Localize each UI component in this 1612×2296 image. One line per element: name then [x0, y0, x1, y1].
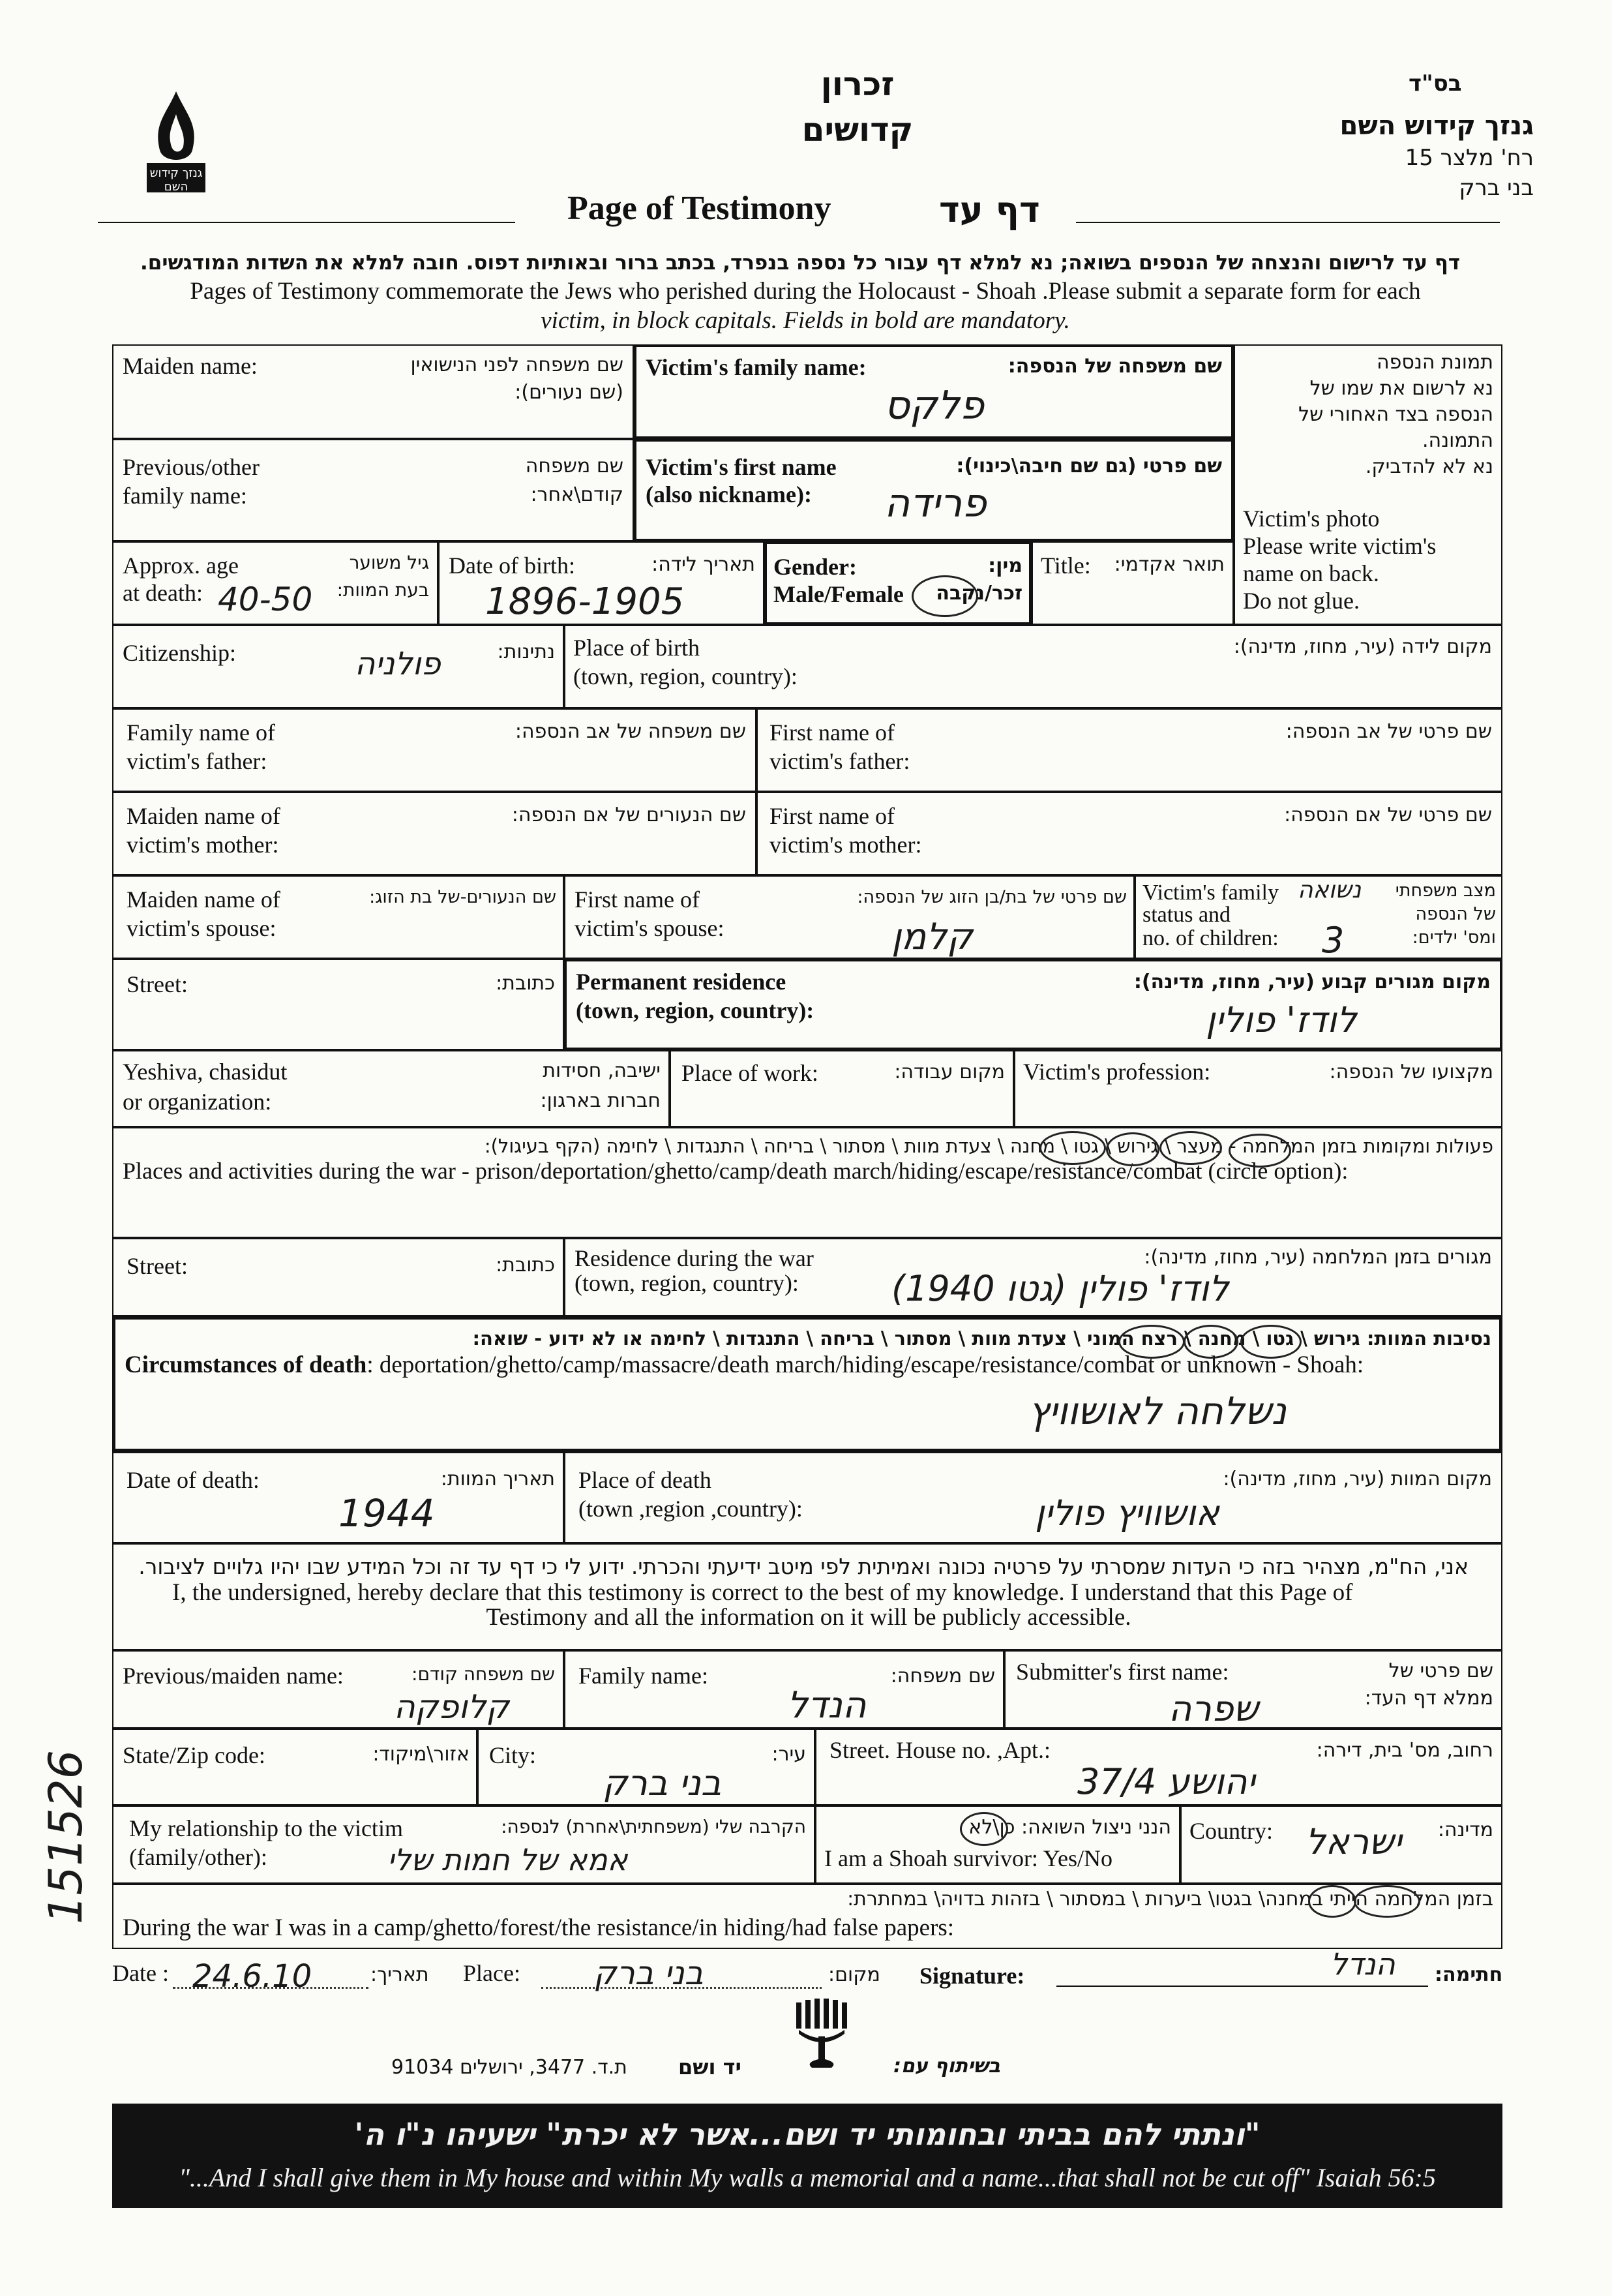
activity-circle-arrest	[1229, 1134, 1291, 1168]
yadvashem-name: יד ושם	[678, 2055, 741, 2079]
family-status-en1: Victim's family	[1142, 881, 1279, 905]
zip-label: State/Zip code:	[123, 1742, 265, 1768]
spouse-maiden-en2: victim's spouse:	[127, 915, 276, 941]
city-label: City:	[489, 1742, 537, 1768]
place-value[interactable]: בני ברק	[593, 1954, 704, 1992]
date-of-death-he: תאריך המוות:	[440, 1468, 555, 1490]
submitter-prev-cell[interactable]	[112, 1650, 564, 1729]
survivor-cell[interactable]	[815, 1805, 1180, 1884]
circumstances-en-bold: Circumstances of death	[125, 1352, 367, 1378]
residence-cell[interactable]	[564, 959, 1502, 1050]
photo-he5: נא לא להדביק.	[1365, 455, 1493, 478]
place-of-death-en2: (town ,region ,country):	[578, 1496, 803, 1522]
declaration-en1: I, the undersigned, hereby declare that this testimony is correct to the best of my knowledge. I understand that this Page of	[172, 1579, 1353, 1606]
circumstances-en-line	[125, 1351, 1364, 1379]
circumstance-circle-ghetto	[1184, 1325, 1238, 1359]
submitter-first-label: Submitter's first name:	[1016, 1659, 1229, 1685]
place-of-death-en1: Place of death	[578, 1467, 711, 1493]
submitter-prev-label: Previous/maiden name:	[123, 1663, 344, 1689]
activity-circle-deportation	[1159, 1131, 1222, 1165]
father-family-he: שם משפחה של אב הנספה:	[515, 720, 746, 743]
age-en2: at death:	[123, 580, 203, 606]
signature-field[interactable]	[1056, 1946, 1428, 1987]
birthplace-cell[interactable]	[564, 625, 1502, 708]
gender-cell[interactable]	[764, 541, 1032, 625]
previous-family-cell	[112, 439, 634, 541]
submitter-family-he: שם משפחה:	[890, 1665, 995, 1687]
dob-value[interactable]: 1896-1905	[485, 581, 685, 623]
spouse-maiden-en1: Maiden name of	[127, 886, 280, 913]
activities-cell[interactable]	[112, 1127, 1502, 1238]
place-he: מקום:	[828, 1963, 880, 1986]
spouse-first-value[interactable]: קלמן	[891, 916, 973, 958]
dob-label: Date of birth:	[449, 552, 575, 579]
father-family-en2: victim's father:	[127, 748, 267, 774]
place-of-death-value[interactable]: אושוויץ פולין	[1035, 1492, 1219, 1533]
father-family-cell[interactable]	[112, 708, 756, 792]
photo-en4: Do not glue.	[1243, 588, 1360, 614]
mother-maiden-he: שם הנעורים של אם הנספה:	[511, 804, 746, 826]
age-value[interactable]: 40-50	[218, 581, 313, 618]
submitter-family-cell[interactable]	[564, 1650, 1004, 1729]
survivor-he: הנני ניצול השואה: כן\לא	[968, 1816, 1171, 1839]
yeshiva-en1: Yeshiva, chasidut	[123, 1059, 288, 1085]
age-he1: גיל משוער	[349, 552, 429, 573]
war-residence-en1: Residence during the war	[575, 1245, 814, 1271]
date-of-death-cell[interactable]	[112, 1452, 564, 1543]
previous-family-en1: Previous/other	[123, 454, 260, 480]
father-first-he: שם פרטי של אב הנספה:	[1285, 720, 1492, 743]
wartime-cell[interactable]	[112, 1884, 1502, 1949]
mother-first-en2: victim's mother:	[769, 832, 922, 858]
activities-he: פעולות ומקומות בזמן המלחמה - מעצר \ גירוש \ גטו \ מחנה \ צעדת מוות \ מסתור \ בריחה \ התנגדות \ לחימה (הקף בעיגול):	[484, 1135, 1493, 1157]
yeshiva-cell[interactable]	[112, 1050, 670, 1127]
residence-en1: Permanent residence	[576, 969, 786, 995]
title-en: Page of Testimony	[567, 190, 831, 227]
photo-he2: נא לרשום את שמו של	[1309, 377, 1493, 400]
spouse-first-cell[interactable]	[564, 875, 1135, 959]
circumstances-en: : deportation/ghetto/camp/massacre/death march/hiding/escape/resistance/combat or unknown - Shoah:	[366, 1352, 1364, 1378]
date-label: Date :	[112, 1960, 169, 1986]
war-residence-value[interactable]: לודז' פולין (גטו 1940)	[891, 1268, 1229, 1309]
submitter-family-value[interactable]: הנדל	[787, 1684, 867, 1727]
first-name-value[interactable]: פרידה	[884, 481, 987, 526]
relationship-en1: My relationship to the victim	[129, 1815, 403, 1841]
spouse-maiden-he: שם הנעורים-של בת הזוג:	[369, 887, 556, 907]
war-street-label: Street:	[127, 1253, 188, 1279]
relationship-en2: (family/other):	[129, 1844, 267, 1870]
submitter-street-label: Street. House no. ,Apt.:	[829, 1737, 1051, 1763]
mother-maiden-cell[interactable]	[112, 792, 756, 875]
submitter-prev-he: שם משפחה קודם:	[411, 1663, 555, 1685]
declaration-cell	[112, 1543, 1502, 1650]
quote-banner	[112, 2104, 1502, 2208]
logo-text: גנזך קידוש השם	[149, 166, 203, 194]
zip-cell[interactable]	[112, 1729, 477, 1805]
city-he: עיר:	[771, 1743, 806, 1766]
ganzach-logo	[140, 88, 212, 199]
submitter-family-label: Family name:	[578, 1663, 708, 1689]
profession-label: Victim's profession:	[1023, 1059, 1211, 1085]
circumstance-circle-deportation	[1240, 1325, 1302, 1359]
photo-cell	[1234, 344, 1502, 625]
father-first-cell[interactable]	[756, 708, 1502, 792]
wartime-he: בזמן המלחמה הייתי במחנה\ בגטו\ ביערות \ במסתור \ בזהות בדויה\ במחתרת:	[847, 1888, 1493, 1911]
family-status-cell[interactable]	[1135, 875, 1502, 959]
father-family-en1: Family name of	[127, 719, 275, 746]
yeshiva-he1: ישיבה, חסידות	[543, 1059, 661, 1082]
residence-en2: (town, region, country):	[576, 997, 814, 1023]
maiden-name-he1: שם משפחה לפני הנישואין	[410, 354, 623, 376]
wartime-en: During the war I was in a camp/ghetto/forest/the resistance/in hiding/had false papers:	[123, 1914, 955, 1941]
mother-first-he: שם פרטי של אם הנספה:	[1284, 804, 1492, 826]
dob-he: תאריך לידה:	[651, 553, 755, 576]
previous-family-he1: שם משפחה	[525, 455, 623, 477]
gender-en1: Gender:	[773, 554, 857, 580]
gender-en2: Male/Female	[773, 581, 904, 607]
title-cell[interactable]	[1032, 541, 1234, 625]
dob-cell[interactable]	[438, 541, 764, 625]
first-name-en1: Victim's first name	[646, 454, 837, 480]
work-he: מקום עבודה:	[894, 1061, 1005, 1083]
circumstances-he: נסיבות המוות: גירוש \ גטו \ מחנה \ רצח המוני \ צעדת מוות \ מסתור \ בריחה \ התנגדות \ לחימה או לא ידוע - שואה:	[472, 1327, 1491, 1350]
place-label: Place:	[463, 1960, 520, 1986]
children-value[interactable]: 3	[1322, 920, 1345, 961]
date-of-death-label: Date of death:	[127, 1467, 260, 1493]
title-label: Title:	[1041, 552, 1091, 579]
citizenship-cell[interactable]	[112, 625, 564, 708]
relationship-he: הקרבה שלי (משפחתית\אחרת) לנספה:	[501, 1816, 806, 1837]
submitter-first-he1: שם פרטי של	[1388, 1659, 1493, 1682]
residence-value[interactable]: לודז' פולין	[1206, 999, 1357, 1040]
gender-female-circle	[912, 575, 978, 617]
intro-en-2: victim, in block capitals. Fields in bold are mandatory.	[541, 307, 1070, 334]
partner-label: בשיתוף עם:	[893, 2055, 1000, 2077]
submitter-street-cell[interactable]	[815, 1729, 1502, 1805]
org-address-1: רח' מלצר 15	[1405, 145, 1534, 171]
declaration-he: אני, הח"מ, מצהיר בזה כי העדות שמסרתי על פרטיה נכונה ואמיתית לפי מיטב ידיעתי והכרתי. ידוע לי כי דף עד זה וכל המידע שבו יהיו גלויים לציבור.	[138, 1554, 1469, 1579]
org-address-2: בני ברק	[1459, 175, 1534, 201]
first-name-he: שם פרטי (גם שם חיבה\כינוי):	[956, 455, 1222, 477]
org-name: גנזך קידוש השם	[1339, 111, 1534, 141]
country-value[interactable]: ישראל	[1306, 1821, 1402, 1862]
quote-he: "ונתתי להם בביתי ובחומותי יד ושם...אשר לא יכרת" ישעיהו נ"ו ה'	[354, 2117, 1261, 2152]
yeshiva-he2: חברות בארגון:	[540, 1089, 661, 1112]
survivor-en: I am a Shoah survivor: Yes/No	[824, 1845, 1112, 1871]
family-name-cell[interactable]	[634, 344, 1234, 439]
date-he: תאריך:	[370, 1963, 429, 1986]
relationship-cell[interactable]	[112, 1805, 815, 1884]
submitter-first-value[interactable]: שפרה	[1169, 1688, 1259, 1729]
family-status-en3: no. of children:	[1142, 926, 1279, 950]
profession-cell[interactable]	[1014, 1050, 1502, 1127]
menorah-icon	[792, 1997, 851, 2069]
circumstance-circle-camp	[1118, 1325, 1185, 1359]
signature-label: Signature:	[919, 1963, 1025, 1989]
profession-he: מקצועו של הנספה:	[1329, 1061, 1493, 1083]
street-label: Street:	[127, 971, 188, 997]
date-of-death-value[interactable]: 1944	[338, 1491, 435, 1535]
activities-en: Places and activities during the war - prison/deportation/ghetto/camp/death march/hiding/escape/resistance/combat (circle option):	[123, 1158, 1349, 1184]
birthplace-en1: Place of birth	[573, 635, 700, 661]
date-value[interactable]: 24.6.10	[192, 1958, 312, 1995]
place-of-death-cell[interactable]	[564, 1452, 1502, 1543]
circumstances-value[interactable]: נשלחה לאושוויץ	[1028, 1389, 1287, 1433]
first-name-en2: (also nickname):	[646, 481, 812, 507]
spouse-first-en2: victim's spouse:	[575, 915, 724, 941]
country-he: מדינה:	[1437, 1819, 1493, 1841]
intro-en-1: Pages of Testimony commemorate the Jews who perished during the Holocaust - Shoah .Please submit a separate form for each	[190, 278, 1421, 305]
photo-he1: תמונת הנספה	[1377, 351, 1493, 374]
maiden-name-cell	[112, 344, 634, 439]
birthplace-en2: (town, region, country):	[573, 663, 798, 689]
war-street-cell[interactable]	[112, 1238, 564, 1316]
work-cell[interactable]	[670, 1050, 1014, 1127]
photo-he4: התמונה.	[1422, 429, 1493, 452]
submitter-prev-value[interactable]: קלופקה	[394, 1688, 509, 1726]
besd-mark: בס"ד	[1409, 70, 1462, 97]
family-status-value[interactable]: נשואה	[1298, 877, 1362, 903]
family-name-label: Victim's family name:	[646, 354, 867, 380]
citizenship-he: נתינות:	[497, 641, 555, 663]
declaration-en2: Testimony and all the information on it will be publicly accessible.	[486, 1604, 1131, 1631]
wartime-camp-circle	[1354, 1885, 1420, 1918]
gender-he2: זכר/נקבה	[936, 582, 1022, 605]
city-value[interactable]: בני ברק	[603, 1762, 722, 1804]
gender-he1: מין:	[988, 554, 1022, 577]
submitter-street-he: רחוב, מס' בית, דירה:	[1316, 1739, 1493, 1762]
submitter-first-cell[interactable]	[1004, 1650, 1502, 1729]
submitter-street-value[interactable]: יהושע 37/4	[1077, 1761, 1255, 1802]
wartime-ghetto-circle	[1308, 1885, 1356, 1918]
signature-he: חתימה:	[1435, 1963, 1503, 1986]
family-status-he3: ומס' ילדים:	[1412, 928, 1496, 948]
mother-first-cell[interactable]	[756, 792, 1502, 875]
yeshiva-en2: or organization:	[123, 1089, 272, 1115]
circumstances-cell[interactable]	[112, 1316, 1502, 1452]
family-status-he1: מצב משפחתי	[1395, 881, 1496, 901]
citizenship-label: Citizenship:	[123, 640, 236, 666]
father-first-en1: First name of	[769, 719, 895, 746]
yadvashem-address: ת.ד. 3477, ירושלים 91034	[391, 2056, 627, 2079]
header-rule-left	[98, 222, 515, 223]
street-he: כתובת:	[496, 972, 555, 995]
age-he2: בעת המוות:	[336, 579, 429, 601]
war-residence-cell[interactable]	[564, 1238, 1502, 1316]
activity-circle-ghetto	[1106, 1132, 1159, 1166]
street-cell[interactable]	[112, 959, 564, 1050]
survivor-no-circle	[960, 1812, 1008, 1846]
spouse-first-he: שם פרטי של בת/בן הזוג של הנספה:	[857, 887, 1127, 907]
spouse-first-en1: First name of	[575, 886, 700, 913]
relationship-value[interactable]: אמא של חמות שלי	[387, 1842, 628, 1877]
father-first-en2: victim's father:	[769, 748, 910, 774]
submitter-first-he2: ממלא דף העד:	[1364, 1687, 1493, 1710]
war-residence-he: מגורים בזמן המלחמה (עיר, מחוז, מדינה):	[1144, 1246, 1492, 1269]
margin-number: 151526	[39, 1749, 93, 1924]
family-name-value[interactable]: פלקס	[884, 383, 985, 429]
photo-he3: הנספה בצד האחורי של	[1298, 403, 1493, 426]
spouse-maiden-cell[interactable]	[112, 875, 564, 959]
mother-maiden-en2: victim's mother:	[127, 832, 279, 858]
title-kedoshim: קדושים	[801, 111, 914, 149]
intro-he: דף עד לרישום והנצחה של הנספים בשואה; נא למלא דף עבור כל נספה בנפרד, בכתב ברור ובאותיות דפוס. חובה למלא את השדות המודגשים.	[140, 251, 1460, 275]
first-name-cell[interactable]	[634, 439, 1234, 541]
place-field[interactable]	[541, 1954, 822, 1992]
war-street-he: כתובת:	[496, 1254, 555, 1276]
header-rule-right	[1076, 222, 1500, 223]
photo-en1: Victim's photo	[1243, 506, 1380, 532]
mother-maiden-en1: Maiden name of	[127, 803, 280, 829]
family-name-he: שם משפחה של הנספה:	[1008, 355, 1222, 378]
place-of-death-he: מקום המוות (עיר, מחוז, מדינה):	[1223, 1468, 1492, 1490]
title-he-page: דף עד	[939, 189, 1040, 230]
work-label: Place of work:	[681, 1060, 818, 1086]
title-zikaron: זכרון	[820, 65, 895, 103]
previous-family-he2: קודם\אחר:	[530, 483, 623, 506]
family-status-he2: של הנספה	[1415, 904, 1496, 924]
photo-en2: Please write victim's	[1243, 533, 1437, 559]
photo-en3: name on back.	[1243, 560, 1379, 586]
zip-he: אזור\מיקוד:	[372, 1743, 470, 1766]
age-en1: Approx. age	[123, 552, 239, 579]
mother-first-en1: First name of	[769, 803, 895, 829]
country-cell[interactable]	[1180, 1805, 1502, 1884]
maiden-name-he2: (שם נעורים):	[515, 381, 623, 404]
title-he: תואר אקדמי:	[1114, 553, 1225, 576]
city-cell[interactable]	[477, 1729, 815, 1805]
birthplace-he: מקום לידה (עיר, מחוז, מדינה):	[1233, 635, 1492, 658]
family-status-en2: status and	[1142, 903, 1231, 927]
previous-family-en2: family name:	[123, 483, 247, 509]
date-field[interactable]	[173, 1958, 368, 1995]
country-label: Country:	[1189, 1818, 1274, 1844]
yadvashem-logo	[792, 1997, 851, 2069]
quote-en: "...And I shall give them in My house and within My walls a memorial and a name...that shall not be cut off" Isaiah 56:5	[179, 2163, 1436, 2192]
signature-value[interactable]: הנדל	[1330, 1946, 1396, 1982]
citizenship-value[interactable]: פולניה	[355, 646, 441, 682]
maiden-name-label: Maiden name:	[123, 353, 258, 379]
age-cell[interactable]	[112, 541, 438, 625]
residence-he: מקום מגורים קבוע (עיר, מחוז, מדינה):	[1133, 971, 1491, 993]
war-residence-en2: (town, region, country):	[575, 1270, 799, 1296]
activity-circle-camp	[1039, 1131, 1106, 1165]
